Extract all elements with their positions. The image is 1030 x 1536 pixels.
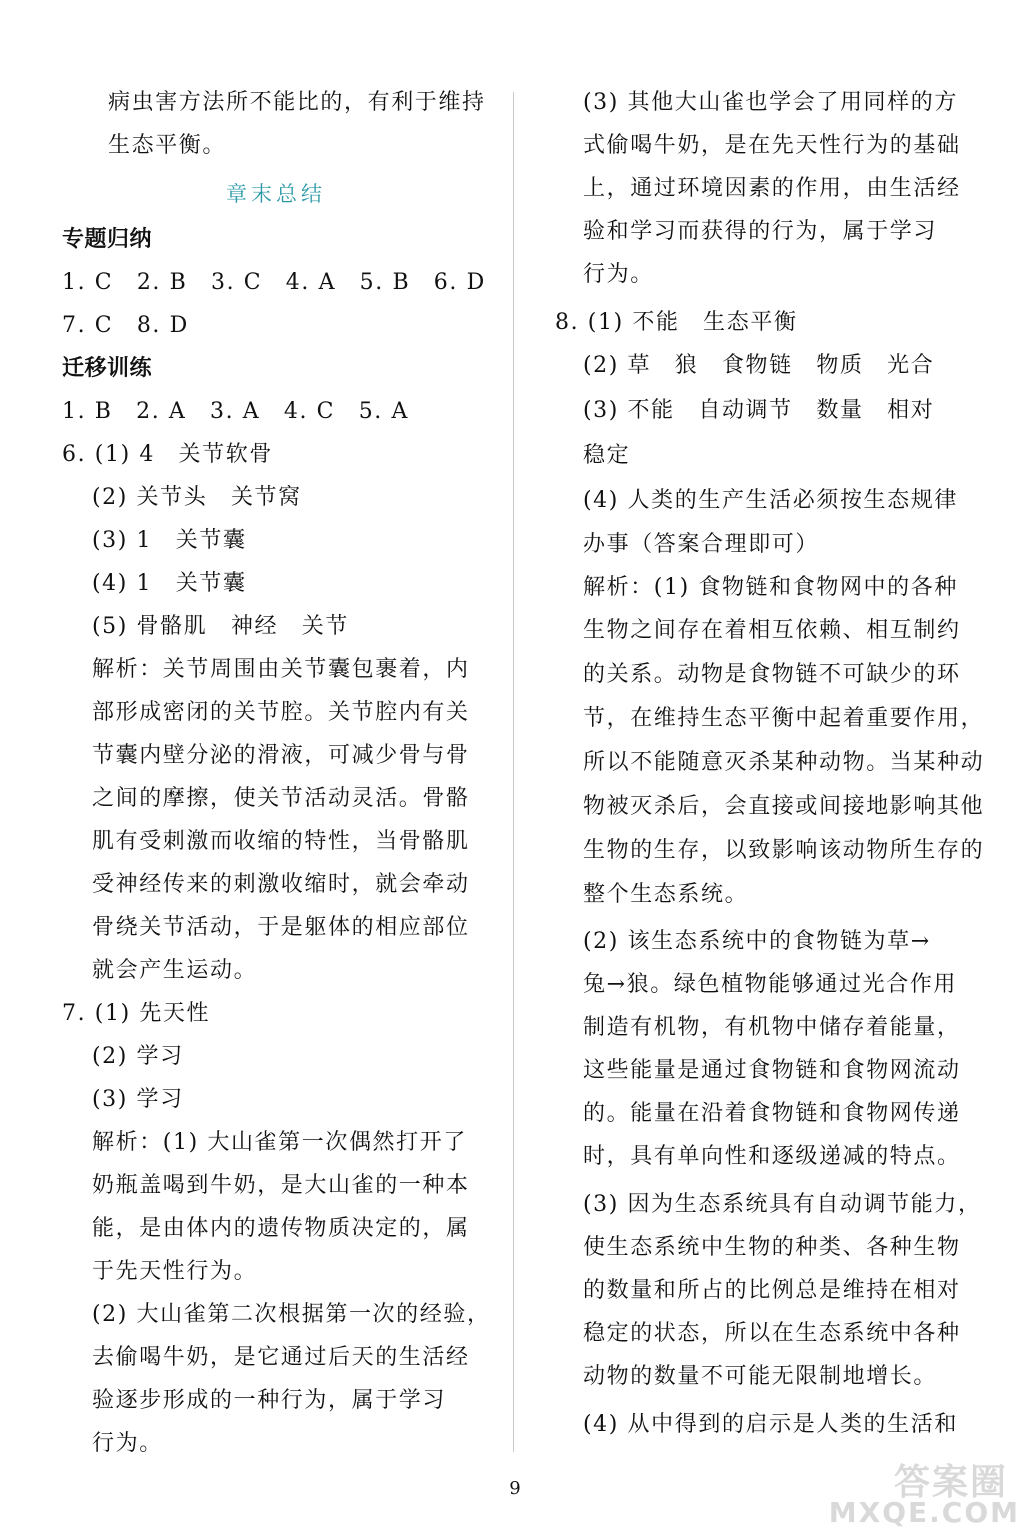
q6-analysis-line: 骨绕关节活动，于是躯体的相应部位 (92, 915, 470, 940)
q7-analysis-line: 能，是由体内的遗传物质决定的，属 (92, 1216, 470, 1241)
q7-continued-line: (3) 其他大山雀也学会了用同样的方 (583, 90, 958, 115)
q6-analysis-line: 肌有受刺激而收缩的特性，当骨骼肌 (92, 829, 470, 854)
q7-analysis-line: 去偷喝牛奶，是它通过后天的生活经 (92, 1345, 470, 1370)
topic-heading-transfer: 迁移训练 (62, 356, 153, 381)
q8-analysis-line: 生物的生存，以致影响该动物所生存的 (583, 838, 985, 863)
q8-analysis-line: 所以不能随意灭杀某种动物。当某种动 (583, 750, 985, 775)
q7-continued-line: 式偷喝牛奶，是在先天性行为的基础 (583, 133, 961, 158)
q8-analysis-line: 稳定的状态，所以在生态系统中各种 (583, 1321, 961, 1346)
q7-analysis-line: 奶瓶盖喝到牛奶，是大山雀的一种本 (92, 1173, 470, 1198)
q8-item: 稳定 (583, 443, 631, 468)
q7-item: (2) 学习 (92, 1044, 184, 1069)
watermark-top-text: 答案圈 (893, 1462, 1008, 1503)
q6-item: (4) 1 关节囊 (92, 571, 247, 596)
section-title: 章末总结 (226, 182, 326, 206)
answer-line: 1. B 2. A 3. A 4. C 5. A (62, 399, 409, 424)
q8-item: (4) 人类的生产生活必须按生态规律 (583, 488, 958, 513)
q7-analysis-line: 行为。 (92, 1431, 163, 1456)
q8-analysis-line: 整个生态系统。 (583, 882, 749, 907)
q6-item: 6. (1) 4 关节软骨 (62, 442, 273, 467)
q8-analysis-line: 的数量和所占的比例总是维持在相对 (583, 1278, 961, 1303)
q6-analysis-line: 节囊内壁分泌的滑液，可减少骨与骨 (92, 743, 470, 768)
q8-analysis-line: (4) 从中得到的启示是人类的生活和 (583, 1412, 958, 1437)
q8-analysis-line: (3) 因为生态系统具有自动调节能力， (583, 1192, 982, 1217)
q8-analysis-line: 时，具有单向性和逐级递减的特点。 (583, 1144, 961, 1169)
q8-analysis-line: 的。能量在沿着食物链和食物网传递 (583, 1101, 961, 1126)
q8-analysis-line: 生物之间存在着相互依赖、相互制约 (583, 618, 961, 643)
q7-analysis-line: 验逐步形成的一种行为，属于学习 (92, 1388, 447, 1413)
q8-item: (3) 不能 自动调节 数量 相对 (583, 398, 935, 423)
watermark-logo (776, 1452, 1026, 1534)
column-divider (513, 92, 514, 1452)
q8-analysis-line: 这些能量是通过食物链和食物网流动 (583, 1058, 961, 1083)
q8-item: 办事（答案合理即可） (583, 532, 820, 557)
q7-analysis-line: 解析：(1) 大山雀第一次偶然打开了 (92, 1130, 467, 1155)
q8-item: (2) 草 狼 食物链 物质 光合 (583, 353, 935, 378)
q6-analysis-line: 就会产生运动。 (92, 958, 258, 983)
q7-analysis-line: 于先天性行为。 (92, 1259, 258, 1284)
topic-heading-summary: 专题归纳 (62, 227, 153, 252)
q8-analysis-line: 使生态系统中生物的种类、各种生物 (583, 1235, 961, 1260)
q7-continued-line: 行为。 (583, 262, 654, 287)
q8-analysis-line: 制造有机物，有机物中储存着能量， (583, 1015, 961, 1040)
intro-line: 病虫害方法所不能比的，有利于维持 (108, 90, 486, 115)
q6-item: (5) 骨骼肌 神经 关节 (92, 614, 349, 639)
q8-analysis-line: 物被灭杀后，会直接或间接地影响其他 (583, 794, 985, 819)
answer-line: 1. C 2. B 3. C 4. A 5. B 6. D (62, 270, 486, 295)
q7-item: (3) 学习 (92, 1087, 184, 1112)
q6-analysis-line: 之间的摩擦，使关节活动灵活。骨骼 (92, 786, 470, 811)
q8-item: 8. (1) 不能 生态平衡 (555, 310, 798, 335)
q8-analysis-line: 的关系。动物是食物链不可缺少的环 (583, 662, 961, 687)
q8-analysis-line: 节，在维持生态平衡中起着重要作用， (583, 706, 985, 731)
q8-analysis-line: 解析：(1) 食物链和食物网中的各种 (583, 575, 958, 600)
q8-analysis-line: 兔→狼。绿色植物能够通过光合作用 (583, 972, 958, 997)
q7-continued-line: 上，通过环境因素的作用，由生活经 (583, 176, 961, 201)
watermark-bottom-text: MXQE.COM (828, 1496, 1020, 1529)
intro-line: 生态平衡。 (108, 133, 227, 158)
q7-continued-line: 验和学习而获得的行为，属于学习 (583, 219, 938, 244)
q6-analysis-line: 受神经传来的刺激收缩时，就会牵动 (92, 872, 470, 897)
q7-item: 7. (1) 先天性 (62, 1001, 211, 1026)
page-number: 9 (509, 1478, 521, 1499)
q6-item: (2) 关节头 关节窝 (92, 485, 302, 510)
q7-analysis-line: (2) 大山雀第二次根据第一次的经验， (92, 1302, 491, 1327)
q6-item: (3) 1 关节囊 (92, 528, 247, 553)
answer-line: 7. C 8. D (62, 313, 189, 338)
q8-analysis-line: (2) 该生态系统中的食物链为草→ (583, 929, 931, 954)
q6-analysis-line: 部形成密闭的关节腔。关节腔内有关 (92, 700, 470, 725)
q8-analysis-line: 动物的数量不可能无限制地增长。 (583, 1364, 938, 1389)
q6-analysis-line: 解析：关节周围由关节囊包裹着，内 (92, 657, 470, 682)
